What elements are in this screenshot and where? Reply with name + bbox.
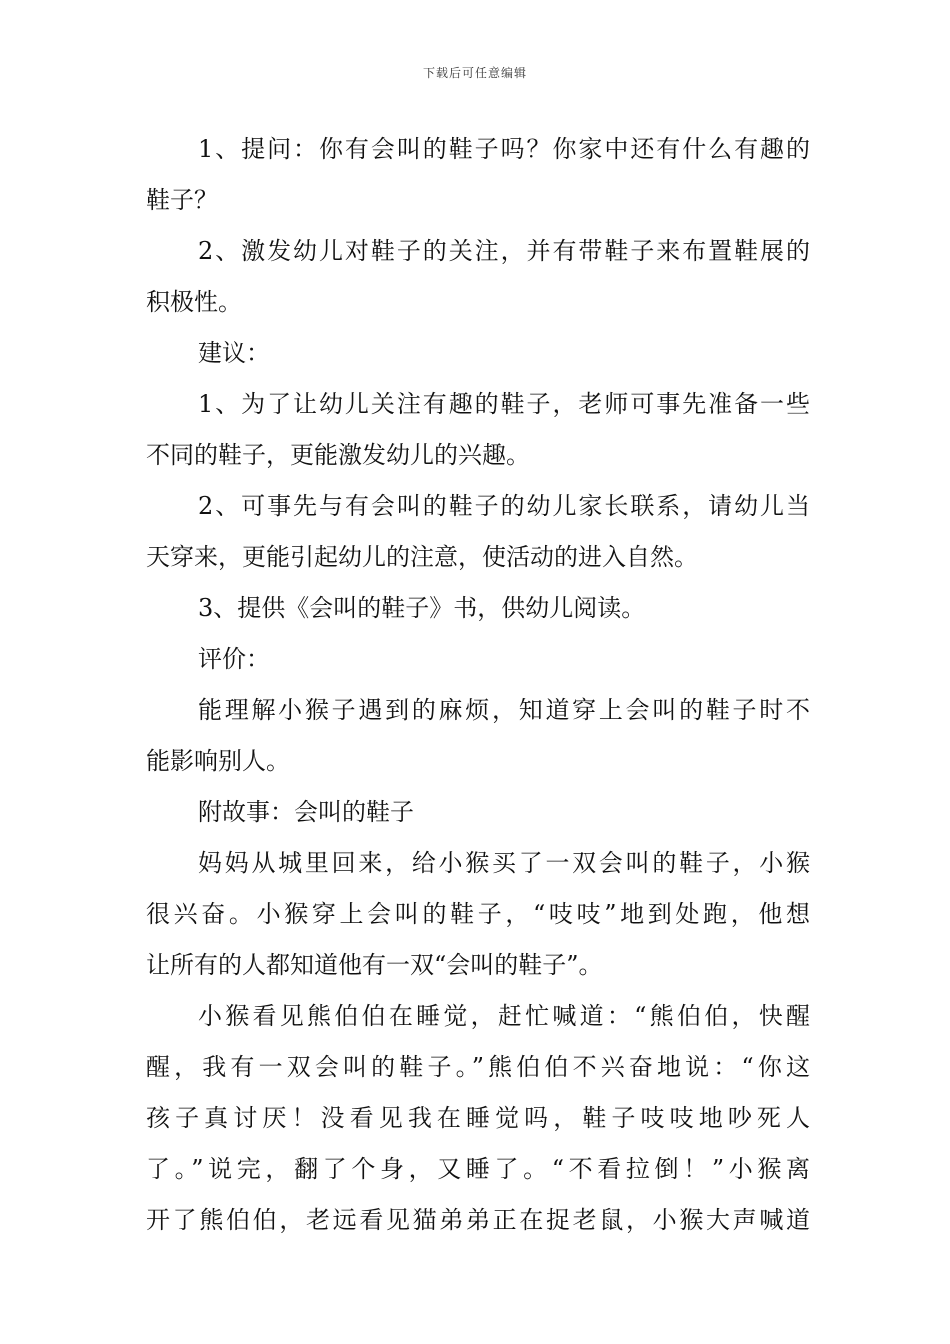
paragraph-line: 2、激发幼儿对鞋子的关注，并有带鞋子来布置鞋展的 bbox=[198, 237, 810, 265]
paragraph-line: 1、为了让幼儿关注有趣的鞋子，老师可事先准备一些 bbox=[198, 390, 810, 418]
paragraph-line: 2、可事先与有会叫的鞋子的幼儿家长联系，请幼儿当 bbox=[198, 492, 810, 520]
story-title: 附故事：会叫的鞋子 bbox=[198, 798, 414, 826]
paragraph-line: 能影响别人。 bbox=[146, 747, 290, 775]
paragraph-line: 开了熊伯伯，老远看见猫弟弟正在捉老鼠，小猴大声喊道 bbox=[146, 1206, 810, 1234]
paragraph-line: 不同的鞋子，更能激发幼儿的兴趣。 bbox=[146, 441, 530, 469]
paragraph-line: 天穿来，更能引起幼儿的注意，使活动的进入自然。 bbox=[146, 543, 698, 571]
paragraph-line: 能理解小猴子遇到的麻烦，知道穿上会叫的鞋子时不 bbox=[198, 696, 810, 724]
paragraph-line: 让所有的人都知道他有一双“会叫的鞋子”。 bbox=[146, 951, 603, 979]
paragraph-line: 醒，我有一双会叫的鞋子。”熊伯伯不兴奋地说：“你这 bbox=[146, 1053, 810, 1081]
document-body bbox=[146, 124, 810, 1246]
paragraph-line: 孩子真讨厌！没看见我在睡觉吗，鞋子吱吱地吵死人 bbox=[146, 1104, 810, 1132]
paragraph-line: 鞋子？ bbox=[146, 186, 218, 214]
paragraph-line: 积极性。 bbox=[146, 288, 242, 316]
page-header: 下载后可任意编辑 bbox=[422, 66, 527, 80]
section-heading: 评价： bbox=[198, 645, 270, 673]
paragraph-line: 1、提问：你有会叫的鞋子吗？你家中还有什么有趣的 bbox=[198, 135, 810, 163]
paragraph-line: 很兴奋。小猴穿上会叫的鞋子，“吱吱”地到处跑，他想 bbox=[146, 900, 810, 928]
paragraph-line: 小猴看见熊伯伯在睡觉，赶忙喊道：“熊伯伯，快醒 bbox=[198, 1002, 810, 1030]
paragraph-line: 了。”说完，翻了个身，又睡了。“不看拉倒！”小猴离 bbox=[146, 1155, 810, 1183]
paragraph-line: 妈妈从城里回来，给小猴买了一双会叫的鞋子，小猴 bbox=[198, 849, 810, 877]
section-heading: 建议： bbox=[198, 339, 270, 367]
paragraph-line: 3、提供《会叫的鞋子》书，供幼儿阅读。 bbox=[198, 594, 646, 622]
